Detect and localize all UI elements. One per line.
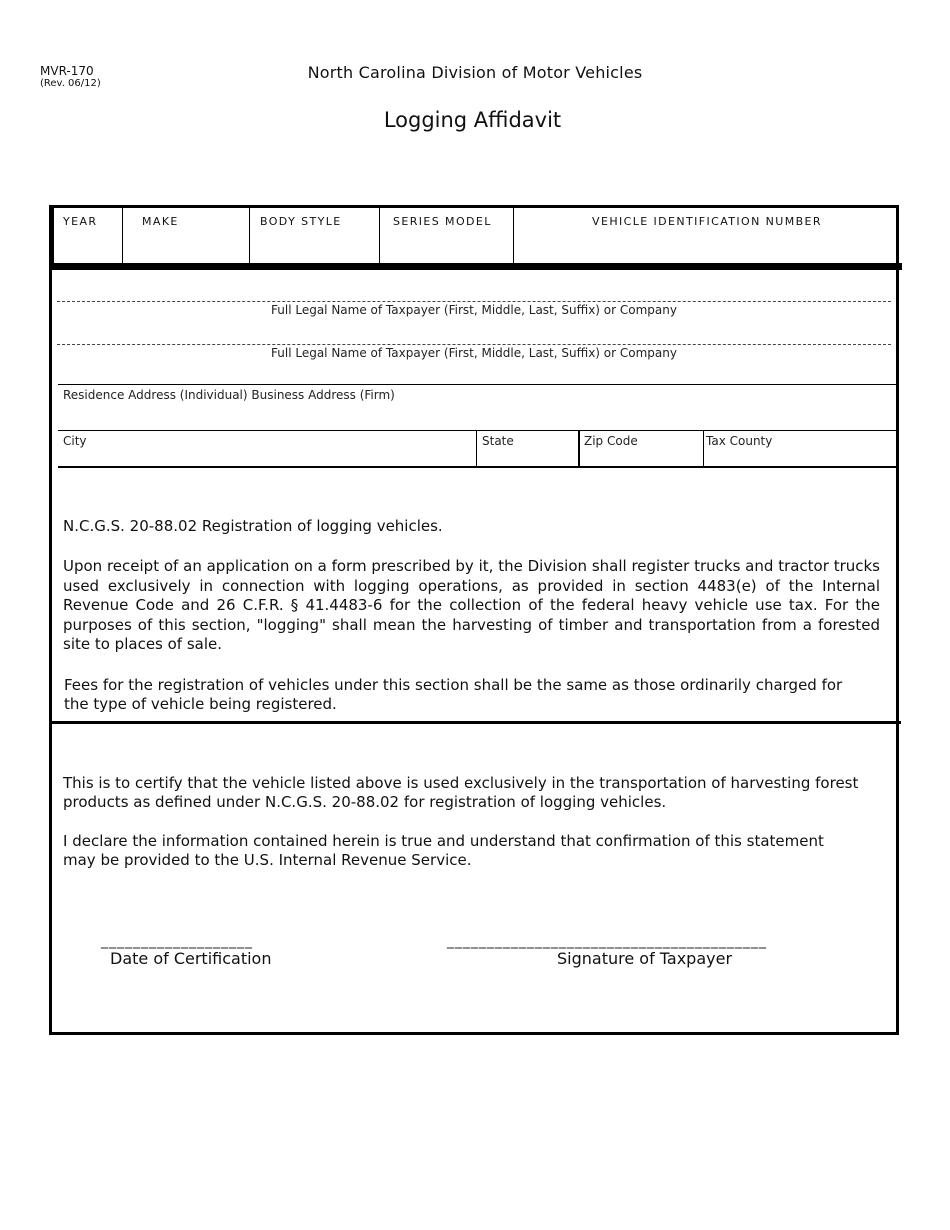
state-divider: [476, 430, 477, 467]
form-number: MVR-170: [40, 64, 94, 78]
make-field[interactable]: [123, 208, 250, 265]
body-style-field[interactable]: [250, 208, 380, 265]
agency-name: North Carolina Division of Motor Vehicles: [307, 63, 643, 82]
signature-label: Signature of Taxpayer: [557, 949, 733, 968]
name-label-1: Full Legal Name of Taxpayer (First, Middle, Last, Suffix) or Company: [271, 303, 677, 317]
certify-line-2: products as defined under N.C.G.S. 20-88.02 for registration of logging vehicles.: [63, 793, 667, 811]
name-line-2[interactable]: [57, 344, 891, 345]
signature-field[interactable]: ________________________________________: [447, 933, 767, 949]
city-label: City: [63, 434, 87, 448]
body-style-label: BODY STYLE: [260, 215, 342, 228]
address-field[interactable]: [58, 385, 896, 430]
address-label: Residence Address (Individual) Business Address (Firm): [63, 388, 395, 402]
year-field[interactable]: [54, 208, 123, 265]
declare-line-2: may be provided to the U.S. Internal Revenue Service.: [63, 851, 472, 869]
name-label-2: Full Legal Name of Taxpayer (First, Middle, Last, Suffix) or Company: [271, 346, 677, 360]
county-divider: [703, 430, 704, 467]
date-of-certification-field[interactable]: ___________________: [101, 933, 253, 949]
page-title: Logging Affidavit: [383, 108, 562, 132]
declare-line-1: I declare the information contained herein is true and understand that confirmation of this statement: [63, 832, 824, 850]
city-row-bottom-rule: [58, 466, 896, 468]
zip-divider: [578, 430, 580, 467]
vin-field[interactable]: [514, 208, 900, 265]
name-line-1[interactable]: [57, 301, 891, 302]
make-label: MAKE: [142, 215, 179, 228]
statute-paragraph: Upon receipt of an application on a form prescribed by it, the Division shall register trucks and tractor trucks used exclusively in connection with logging operations, as provided in section 4483(e) of the Internal Revenue Code and 26 C.F.R. § 41.4483-6 for the collection of the federal heavy vehicle use tax. For the purposes of this section, "logging" shall mean the harvesting of timber and transportation from a forested site to places of sale.: [63, 557, 880, 653]
fees-line-1: Fees for the registration of vehicles under this section shall be the same as those ordinarily charged for: [64, 676, 843, 694]
vin-label: VEHICLE IDENTIFICATION NUMBER: [592, 215, 822, 228]
series-model-label: SERIES MODEL: [393, 215, 492, 228]
form-revision: (Rev. 06/12): [40, 78, 101, 89]
vehicle-table-bottom-border: [52, 263, 902, 270]
date-of-certification-label: Date of Certification: [110, 949, 272, 968]
city-row-top-rule: [58, 430, 896, 431]
year-label: YEAR: [63, 215, 98, 228]
statute-title: N.C.G.S. 20-88.02 Registration of logging vehicles.: [63, 517, 443, 535]
zip-label: Zip Code: [584, 434, 638, 448]
section-divider: [49, 721, 901, 724]
series-model-field[interactable]: [380, 208, 514, 265]
certify-line-1: This is to certify that the vehicle listed above is used exclusively in the transportation of harvesting forest: [63, 774, 859, 792]
vehicle-table: [52, 208, 902, 266]
county-label: Tax County: [706, 434, 773, 448]
fees-line-2: the type of vehicle being registered.: [64, 695, 337, 713]
state-label: State: [482, 434, 514, 448]
